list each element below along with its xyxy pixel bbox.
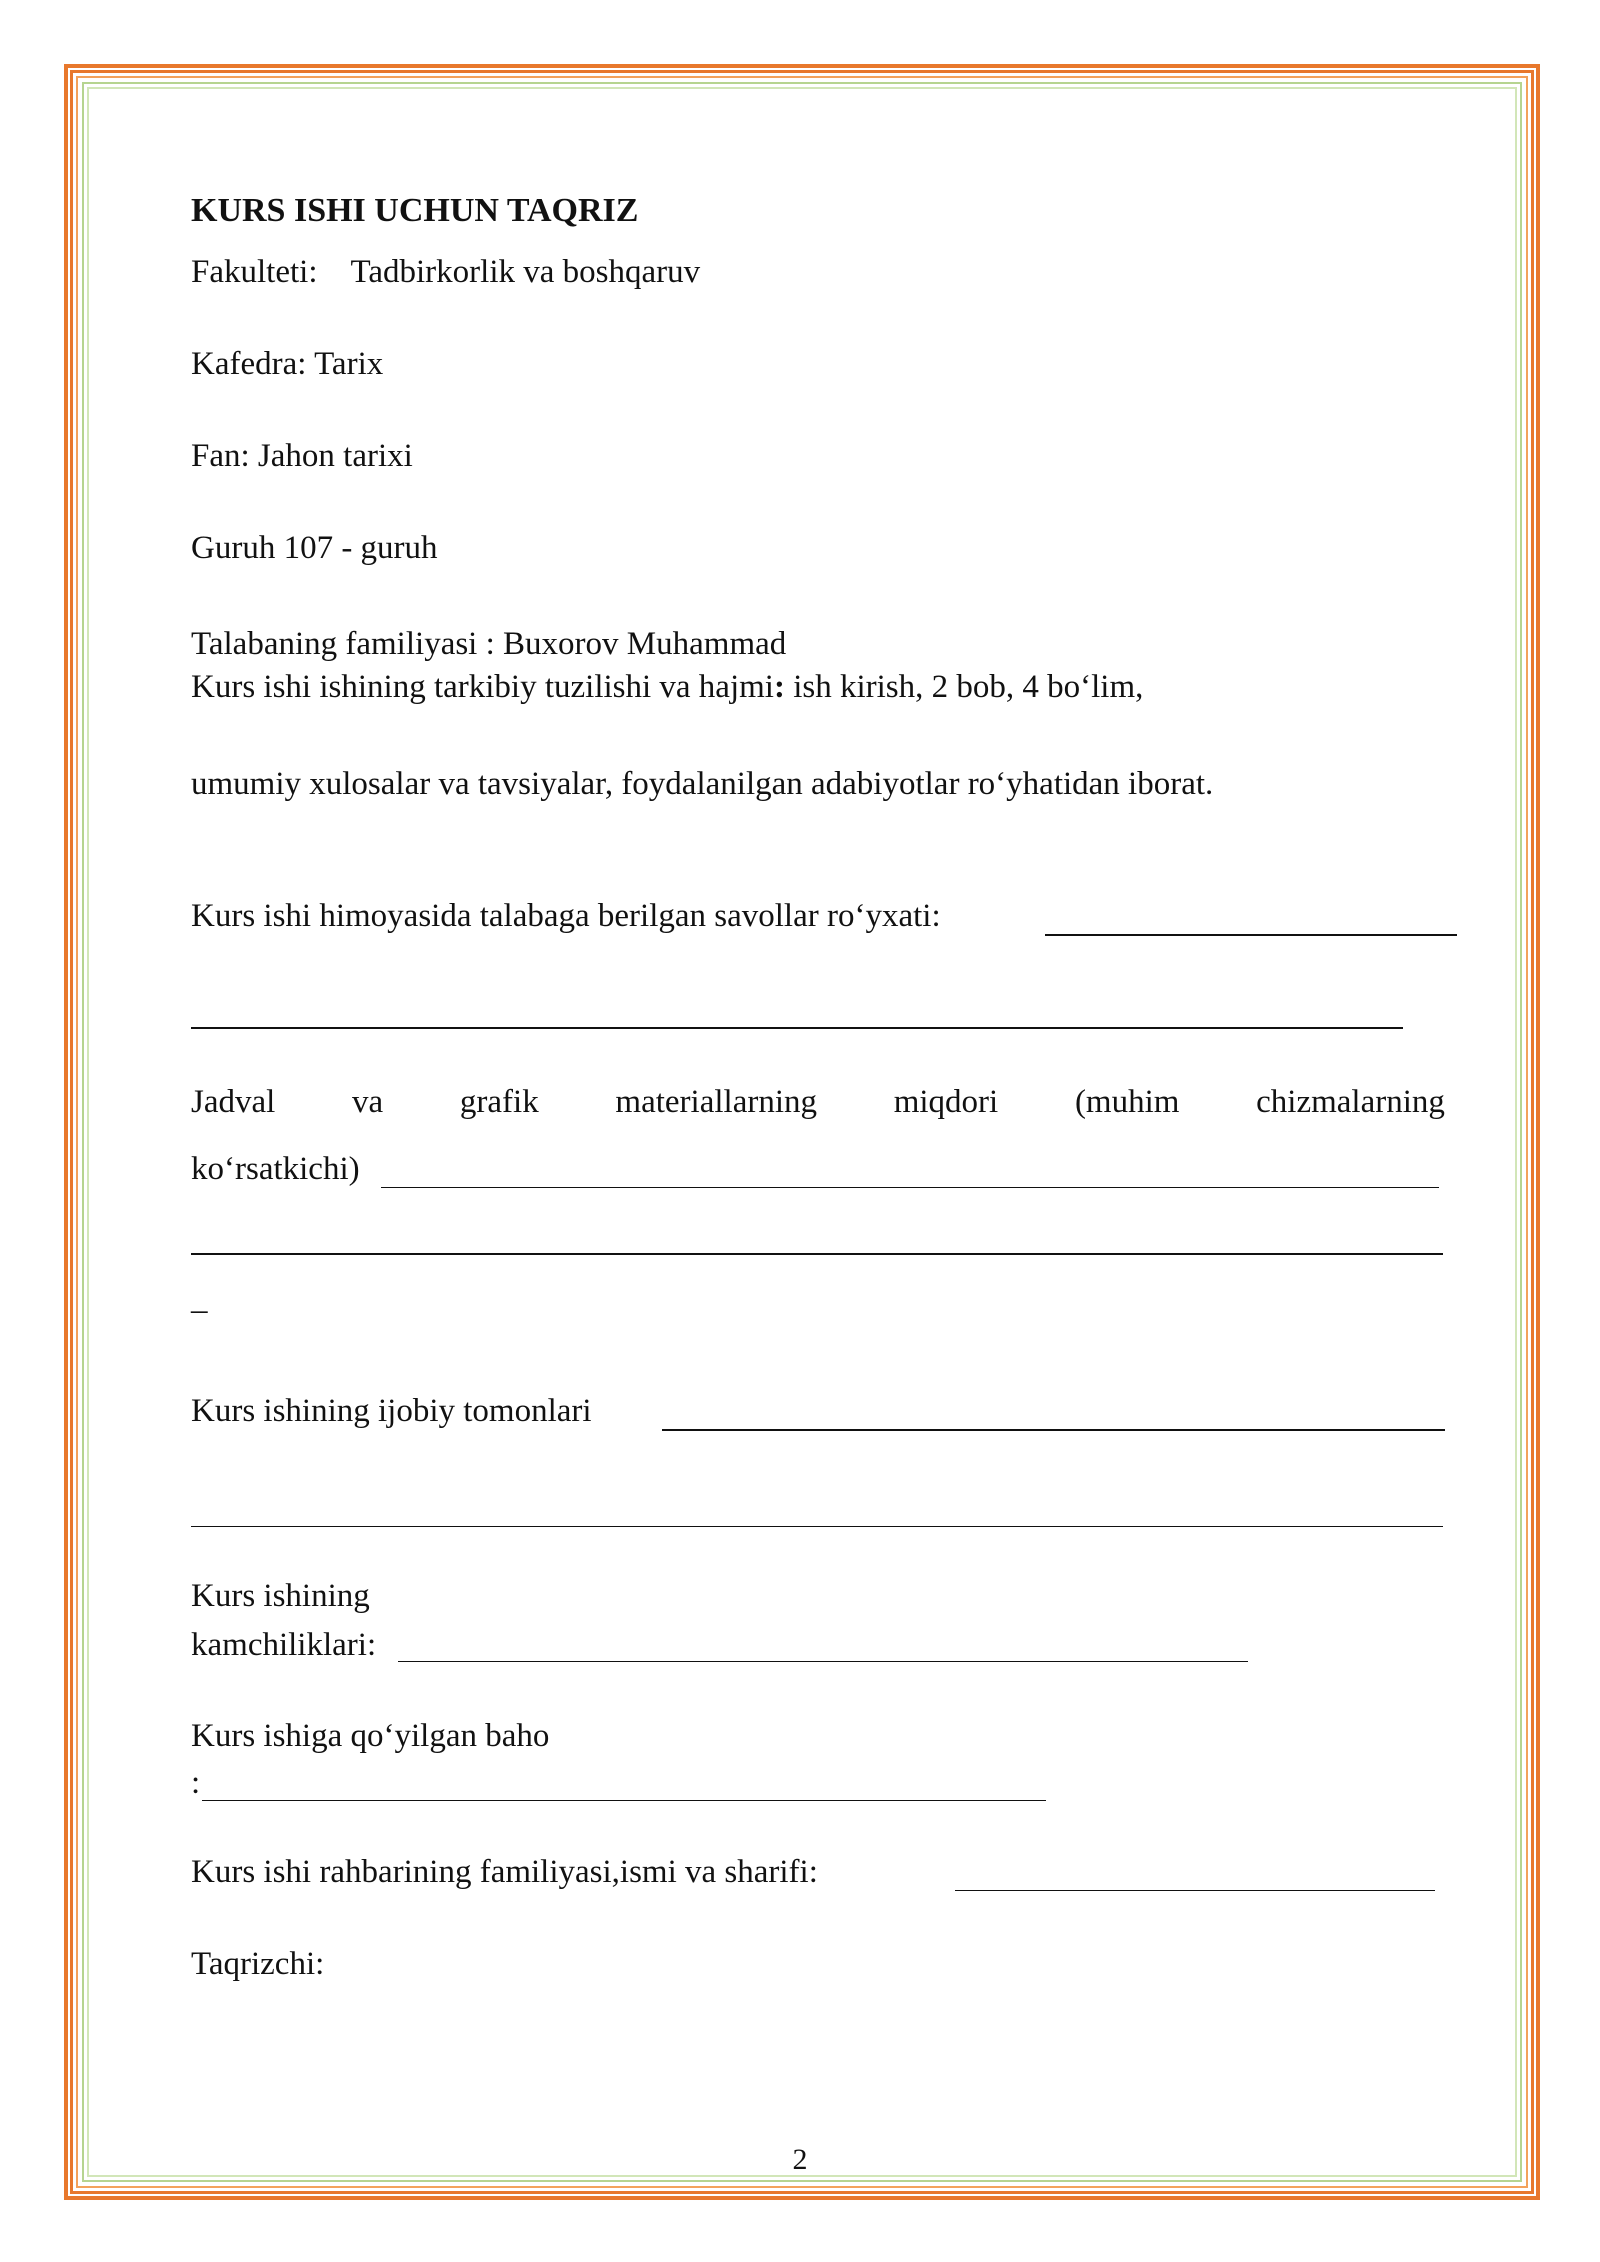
positives-answer-line-2 <box>191 1526 1443 1527</box>
questions-answer-line-2 <box>191 1027 1403 1029</box>
questions-answer-line-1 <box>1045 934 1457 936</box>
grade-label-1: Kurs ishiga qo‘yilgan baho <box>191 1718 550 1754</box>
tables-answer-line-2 <box>191 1253 1443 1255</box>
structure-label: Kurs ishi ishining tarkibiy tuzilishi va hajmi <box>191 669 774 705</box>
structure-value: ish kirish, 2 bob, 4 bo‘lim, <box>784 669 1144 705</box>
department-line: Kafedra: Tarix <box>191 346 384 382</box>
tables-word: va <box>352 1084 384 1120</box>
faculty-label: Fakulteti: <box>191 254 318 290</box>
positives-answer-line-1 <box>662 1429 1445 1431</box>
group-line: Guruh 107 - guruh <box>191 530 438 566</box>
tables-word: chizmalarning <box>1256 1084 1445 1120</box>
tables-label-row <box>191 1083 1445 1121</box>
faculty-value: Tadbirkorlik va boshqaruv <box>350 254 701 290</box>
tables-word: grafik <box>459 1084 539 1120</box>
structure-colon: : <box>773 669 785 705</box>
tables-label-cont: ko‘rsatkichi) <box>191 1151 360 1187</box>
grade-answer-line <box>202 1800 1046 1801</box>
shortcomings-answer-line <box>398 1661 1248 1662</box>
tables-word: (muhim <box>1074 1084 1180 1120</box>
shortcomings-label-1: Kurs ishining <box>191 1578 370 1614</box>
reviewer-label: Taqrizchi: <box>191 1946 325 1982</box>
faculty-line <box>191 253 700 291</box>
tables-answer-line-1 <box>381 1187 1439 1188</box>
tables-word: Jadval <box>191 1084 276 1120</box>
supervisor-label: Kurs ishi rahbarining familiyasi,ismi va sharifi: <box>191 1854 818 1890</box>
grade-label-2: : <box>191 1765 201 1801</box>
student-label: Talabaning familiyasi : <box>191 626 504 662</box>
tables-trailing-dash: _ <box>191 1281 208 1317</box>
tables-word: miqdori <box>893 1084 999 1120</box>
shortcomings-label-2: kamchiliklari: <box>191 1627 377 1663</box>
questions-label: Kurs ishi himoyasida talabaga berilgan savollar ro‘yxati: <box>191 898 941 934</box>
student-name: Buxorov Muhammad <box>503 626 787 662</box>
subject-line: Fan: Jahon tarixi <box>191 438 413 474</box>
page-number: 2 <box>792 2143 808 2176</box>
student-line <box>191 625 786 663</box>
tables-word: materiallarning <box>615 1084 817 1120</box>
document-title: KURS ISHI UCHUN TAQRIZ <box>191 192 639 229</box>
structure-line <box>191 668 1143 706</box>
supervisor-answer-line <box>955 1890 1435 1891</box>
positives-label: Kurs ishining ijobiy tomonlari <box>191 1393 592 1429</box>
structure-continuation: umumiy xulosalar va tavsiyalar, foydalanilgan adabiyotlar ro‘yhatidan iborat. <box>191 766 1214 802</box>
